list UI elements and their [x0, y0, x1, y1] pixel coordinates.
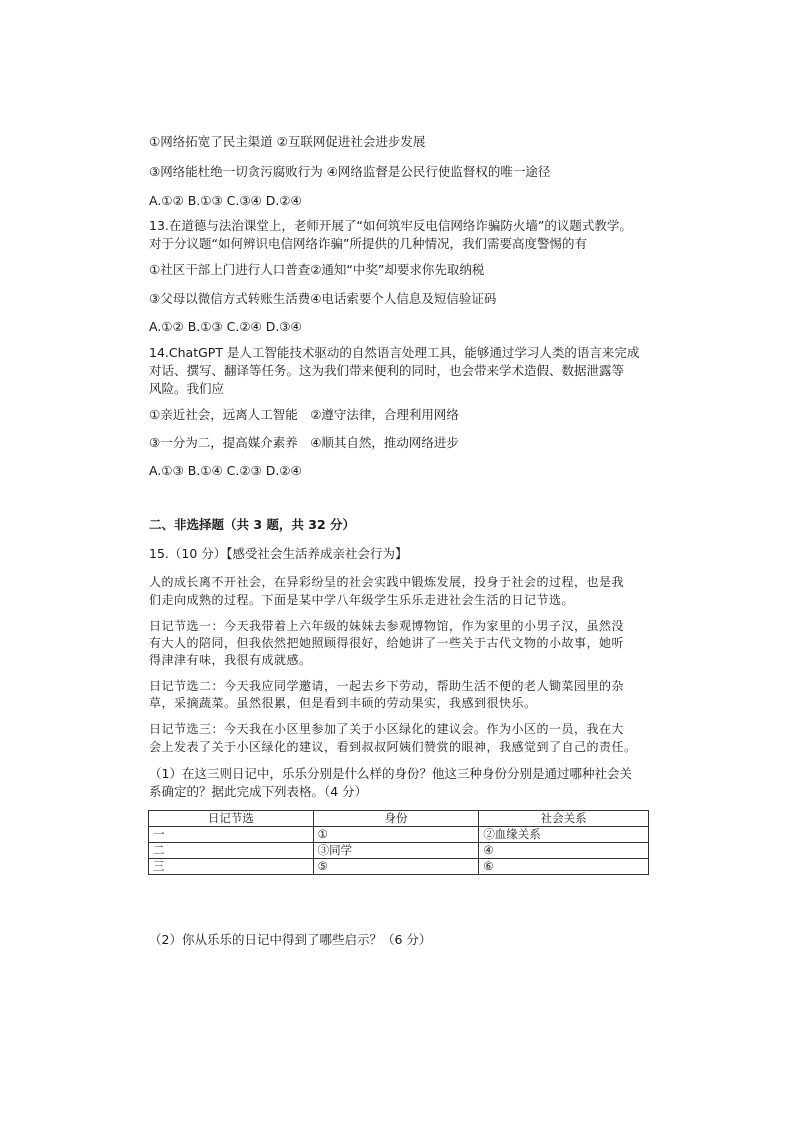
diary-3-line-1: 日记节选三：今天我在小区里参加了关于小区绿化的建议会。作为小区的一员，我在大 [149, 722, 625, 736]
q13-options-line-1: ①社区干部上门进行人口普查②通知“中奖”却要求你先取纳税 [149, 262, 485, 277]
q13-answer-choices: A.①② B.①③ C.②④ D.③④ [149, 319, 302, 334]
q14-stem-line-1: 14.ChatGPT 是人工智能技术驱动的自然语言处理工具，能够通过学习人类的语言来完成 [149, 345, 640, 360]
table-header-row [149, 811, 649, 827]
table-cell: ⑤ [313, 859, 479, 875]
table-row [149, 859, 649, 875]
q15-intro-line-2: 们走向成熟的过程。下面是某中学八年级学生乐乐走进社会生活的日记节选。 [149, 593, 575, 607]
q15-intro-line-1: 人的成长离不开社会，在异彩纷呈的社会实践中锻炼发展，投身于社会的过程，也是我 [149, 575, 625, 589]
q14-options-line-2: ③一分为二，提高媒介素养 ④顺其自然，推动网络进步 [149, 435, 459, 450]
q15-sub1-line-2: 系确定的？据此完成下列表格。（4 分） [149, 784, 368, 799]
diary-2-line-2: 草，采摘蔬菜。虽然很累，但是看到丰硕的劳动果实，我感到很快乐。 [149, 696, 537, 710]
q15-sub2: （2）你从乐乐的日记中得到了哪些启示？（6 分） [149, 932, 432, 947]
identity-relationship-table [148, 810, 649, 875]
diary-1-line-1: 日记节选一：今天我带着上六年级的妹妹去参观博物馆，作为家里的小男子汉，虽然没 [149, 619, 625, 633]
table-cell: ③同学 [313, 843, 479, 859]
q14-stem-line-3: 风险。我们应 [149, 381, 225, 396]
diary-3-line-2: 会上发表了关于小区绿化的建议，看到叔叔阿姨们赞赏的眼神，我感觉到了自己的责任。 [149, 740, 637, 754]
q14-options-line-1: ①亲近社会，远离人工智能 ②遵守法律，合理利用网络 [149, 407, 459, 422]
q13-options-line-2: ③父母以微信方式转账生活费④电话索要个人信息及短信验证码 [149, 291, 497, 306]
table-cell: ②血缘关系 [479, 827, 649, 843]
q12-options-line-2: ③网络能杜绝一切贪污腐败行为 ④网络监督是公民行使监督权的唯一途径 [149, 164, 551, 179]
table-header-cell: 日记节选 [149, 811, 314, 827]
section-2-heading: 二、非选择题（共 3 题，共 32 分） [149, 517, 356, 532]
diary-2-line-1: 日记节选二：今天我应同学邀请，一起去乡下劳动，帮助生活不便的老人锄菜园里的杂 [149, 679, 625, 693]
table-cell: ① [313, 827, 479, 843]
table-cell: 一 [149, 827, 314, 843]
table-cell: ⑥ [479, 859, 649, 875]
table-row [149, 827, 649, 843]
table-row [149, 843, 649, 859]
q12-answer-choices: A.①② B.①③ C.③④ D.②④ [149, 193, 302, 208]
q15-sub1-line-1: （1）在这三则日记中，乐乐分别是什么样的身份？他这三种身份分别是通过哪种社会关 [149, 766, 632, 781]
q15-title: 15.（10 分）【感受社会生活养成亲社会行为】 [149, 546, 408, 561]
q13-stem-line-1: 13.在道德与法治课堂上，老师开展了“如何筑牢反电信网络诈骗防火墙”的议题式教学。 [149, 218, 632, 233]
q14-stem-line-2: 对话、撰写、翻译等任务。这为我们带来便利的同时，也会带来学术造假、数据泄露等 [149, 363, 625, 378]
table-header-cell: 社会关系 [479, 811, 649, 827]
table-cell: ④ [479, 843, 649, 859]
q13-stem-line-2: 对于分议题“如何辨识电信网络诈骗”所提供的几种情况，我们需要高度警惕的有 [149, 236, 587, 251]
diary-1-line-2: 有大人的陪同，但我依然把她照顾得很好，给她讲了一些关于古代文物的小故事，她听 [149, 636, 625, 650]
diary-1-line-3: 得津津有味，我很有成就感。 [149, 653, 312, 667]
q14-answer-choices: A.①③ B.①④ C.②③ D.②④ [149, 463, 302, 478]
table-header-cell: 身份 [313, 811, 479, 827]
q12-options-line-1: ①网络拓宽了民主渠道 ②互联网促进社会进步发展 [149, 134, 426, 149]
table-cell: 二 [149, 843, 314, 859]
table-cell: 三 [149, 859, 314, 875]
